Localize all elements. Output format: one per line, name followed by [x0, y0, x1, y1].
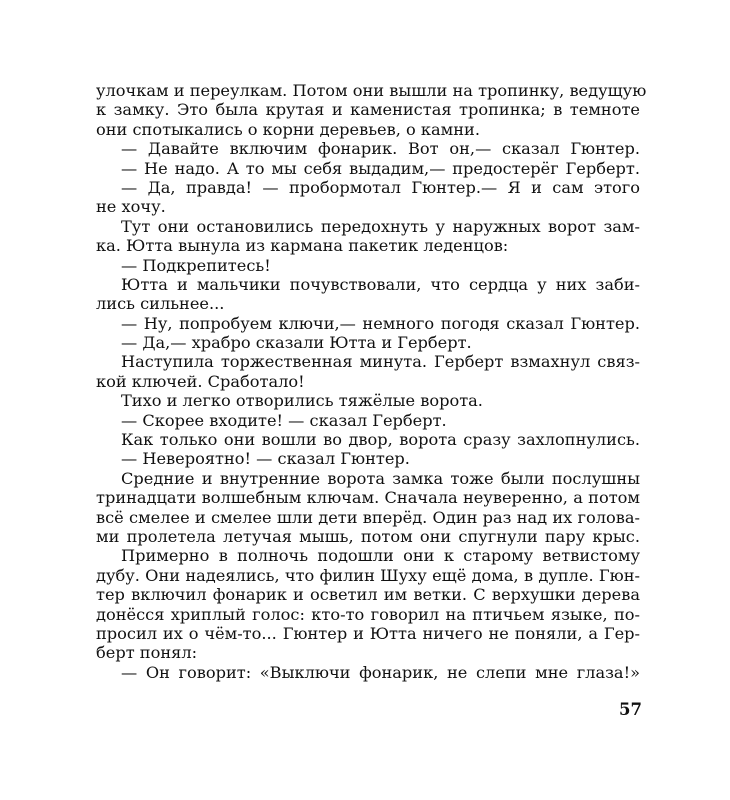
- text-line: — Давайте включим фонарик. Вот он,— сказал Гюнтер.: [121, 139, 640, 159]
- text-line: Примерно в полночь подошли они к старому ветвистому: [121, 546, 640, 566]
- text-line: — Не надо. А то мы себя выдадим,— предостерёг Герберт.: [121, 158, 640, 178]
- text-line: улочкам и переулкам. Потом они вышли на тропинку, ведущую: [96, 81, 647, 100]
- text-line: ка. Ютта вынула из кармана пакетик леденцов:: [96, 236, 509, 256]
- text-line: не хочу.: [96, 197, 166, 217]
- text-line: Средние и внутренние ворота замка тоже были послушны: [121, 468, 640, 488]
- text-line: донёсся хриплый голос: кто-то говорил на птичьем языке, по-: [96, 604, 640, 624]
- text-line: лись сильнее...: [96, 294, 225, 314]
- text-line: — Невероятно! — сказал Гюнтер.: [121, 449, 410, 469]
- text-line: — Подкрепитесь!: [121, 255, 271, 275]
- page-text: [96, 81, 647, 682]
- text-line: тринадцати волшебным ключам. Сначала неуверенно, а потом: [96, 488, 640, 508]
- text-line: они спотыкались о корни деревьев, о камни.: [96, 119, 480, 139]
- text-line: Ютта и мальчики почувствовали, что сердца у них заби-: [121, 274, 640, 294]
- text-line: кой ключей. Сработало!: [96, 371, 305, 391]
- text-line: берт понял:: [96, 643, 198, 663]
- text-line: — Ну, попробуем ключи,— немного погодя сказал Гюнтер.: [121, 313, 640, 333]
- text-line: Как только они вошли во двор, ворота сразу захлопнулись.: [121, 430, 640, 450]
- text-line: к замку. Это была крутая и каменистая тропинка; в темноте: [96, 100, 640, 120]
- text-line: — Скорее входите! — сказал Герберт.: [121, 410, 447, 430]
- text-line: — Он говорит: «Выключи фонарик, не слепи мне глаза!»: [121, 662, 640, 682]
- text-line: Наступила торжественная минута. Герберт взмахнул связ-: [121, 352, 640, 372]
- page-number: 57: [619, 700, 642, 719]
- text-line: всё смелее и смелее шли дети вперёд. Один раз над их голова-: [96, 507, 640, 527]
- text-line: — Да,— храбро сказали Ютта и Герберт.: [121, 333, 472, 353]
- text-line: дубу. Они надеялись, что филин Шуху ещё дома, в дупле. Гюн-: [96, 565, 640, 585]
- text-line: Тихо и легко отворились тяжёлые ворота.: [121, 391, 483, 411]
- text-line: Тут они остановились передохнуть у наружных ворот зам-: [121, 216, 640, 236]
- text-line: ми пролетела летучая мышь, потом они спугнули пару крыс.: [96, 526, 640, 546]
- text-line: тер включил фонарик и осветил им ветки. С верхушки дерева: [96, 585, 640, 605]
- text-line: — Да, правда! — пробормотал Гюнтер.— Я и сам этого: [121, 177, 640, 197]
- text-line: просил их о чём-то... Гюнтер и Ютта ничего не поняли, а Гер-: [96, 623, 640, 643]
